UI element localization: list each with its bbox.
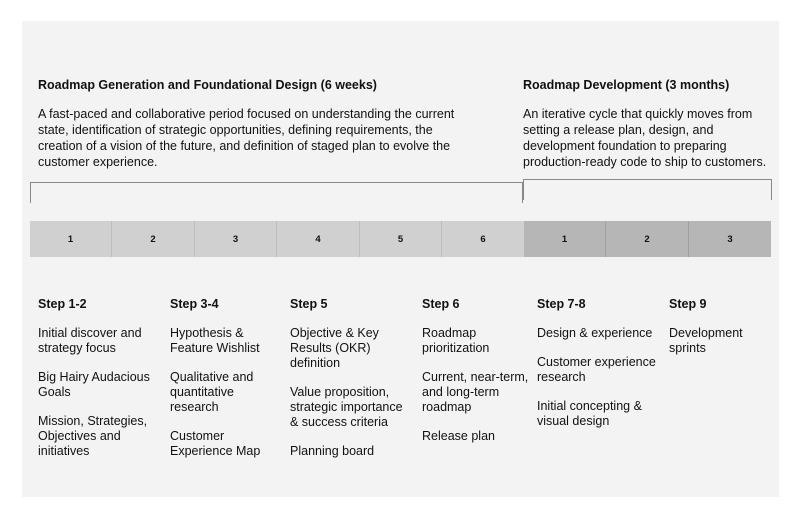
item-line: Design & experience xyxy=(537,326,653,340)
item-line: Qualitative and xyxy=(170,370,254,384)
item-line: visual design xyxy=(537,414,610,428)
item-line: Results (OKR) xyxy=(290,341,371,355)
phase-1-title: Roadmap Generation and Foundational Design (6 weeks) xyxy=(38,78,377,92)
step-item xyxy=(170,326,260,356)
step-item xyxy=(38,370,150,400)
phase-2-title: Roadmap Development (3 months) xyxy=(523,78,730,92)
item-line: sprints xyxy=(669,341,706,355)
step-title: Step 9 xyxy=(669,297,707,311)
step-item xyxy=(170,370,260,415)
step-item xyxy=(38,414,150,459)
step-item xyxy=(290,326,403,371)
item-line: Customer xyxy=(170,429,225,443)
item-line: Development xyxy=(669,326,743,340)
item-line: Objectives and xyxy=(38,429,121,443)
step-cell: 6 xyxy=(442,221,524,257)
step-title: Step 3-4 xyxy=(170,297,219,311)
phase-1-desc-line: creation of a vision of the future, and definition of staged plan to evolve the xyxy=(38,139,451,153)
item-line: Value proposition, xyxy=(290,385,390,399)
step-cell: 2 xyxy=(606,221,689,257)
step-item xyxy=(669,326,743,356)
phase-2-description xyxy=(523,106,766,170)
step-item xyxy=(290,444,403,459)
item-line: Release plan xyxy=(422,429,495,443)
item-line: Mission, Strategies, xyxy=(38,414,148,428)
step-cell: 1 xyxy=(30,221,112,257)
step-item xyxy=(422,370,528,415)
item-line: prioritization xyxy=(422,341,490,355)
item-line: Initial discover and xyxy=(38,326,142,340)
phase-2-desc-line: production-ready code to ship to customers. xyxy=(523,155,767,169)
step-column-3-4 xyxy=(170,297,260,473)
step-item xyxy=(422,429,528,444)
step-cell: 2 xyxy=(112,221,195,257)
step-item xyxy=(38,326,150,356)
step-cell: 3 xyxy=(195,221,277,257)
step-column-5 xyxy=(290,297,403,473)
phase-1-step-bar xyxy=(30,221,524,257)
phase-2-desc-line: An iterative cycle that quickly moves from xyxy=(523,107,753,121)
item-line: Roadmap xyxy=(422,326,477,340)
phase-1-desc-line: state, identification of strategic opportunities, defining requirements, the xyxy=(38,123,433,137)
item-line: roadmap xyxy=(422,400,472,414)
step-column-9 xyxy=(669,297,743,370)
item-line: research xyxy=(170,400,219,414)
item-line: research xyxy=(537,370,586,384)
item-line: strategic importance xyxy=(290,400,403,414)
item-line: Customer experience xyxy=(537,355,656,369)
item-line: Objective & Key xyxy=(290,326,379,340)
step-item xyxy=(170,429,260,459)
step-title: Step 1-2 xyxy=(38,297,87,311)
item-line: Big Hairy Audacious xyxy=(38,370,150,384)
step-cell: 5 xyxy=(360,221,442,257)
step-title: Step 6 xyxy=(422,297,460,311)
phase-1-desc-line: customer experience. xyxy=(38,155,158,169)
step-title: Step 7-8 xyxy=(537,297,586,311)
step-column-7-8 xyxy=(537,297,656,443)
item-line: and long-term xyxy=(422,385,500,399)
item-line: Planning board xyxy=(290,444,375,458)
phase-2-step-bar xyxy=(524,221,771,257)
phase-2-bracket xyxy=(523,179,772,200)
step-cell: 4 xyxy=(277,221,360,257)
item-line: quantitative xyxy=(170,385,234,399)
step-title: Step 5 xyxy=(290,297,328,311)
phase-1-desc-line: A fast-paced and collaborative period focused on understanding the current xyxy=(38,107,455,121)
step-item xyxy=(537,326,656,341)
item-line: Initial concepting & xyxy=(537,399,642,413)
item-line: Feature Wishlist xyxy=(170,341,260,355)
item-line: Current, near-term, xyxy=(422,370,529,384)
step-item xyxy=(422,326,528,356)
phase-1-description xyxy=(38,106,454,170)
step-item xyxy=(537,355,656,385)
item-line: strategy focus xyxy=(38,341,116,355)
step-item xyxy=(537,399,656,429)
phase-2-desc-line: setting a release plan, design, and xyxy=(523,123,714,137)
item-line: Experience Map xyxy=(170,444,261,458)
step-cell: 3 xyxy=(689,221,771,257)
step-item xyxy=(290,385,403,430)
phase-1-bracket xyxy=(30,182,523,203)
item-line: Goals xyxy=(38,385,71,399)
step-column-1-2 xyxy=(38,297,150,473)
item-line: initiatives xyxy=(38,444,90,458)
item-line: definition xyxy=(290,356,341,370)
step-column-6 xyxy=(422,297,528,458)
item-line: Hypothesis & xyxy=(170,326,244,340)
item-line: & success criteria xyxy=(290,415,388,429)
phase-2-desc-line: development foundation to preparing xyxy=(523,139,727,153)
step-cell: 1 xyxy=(524,221,606,257)
